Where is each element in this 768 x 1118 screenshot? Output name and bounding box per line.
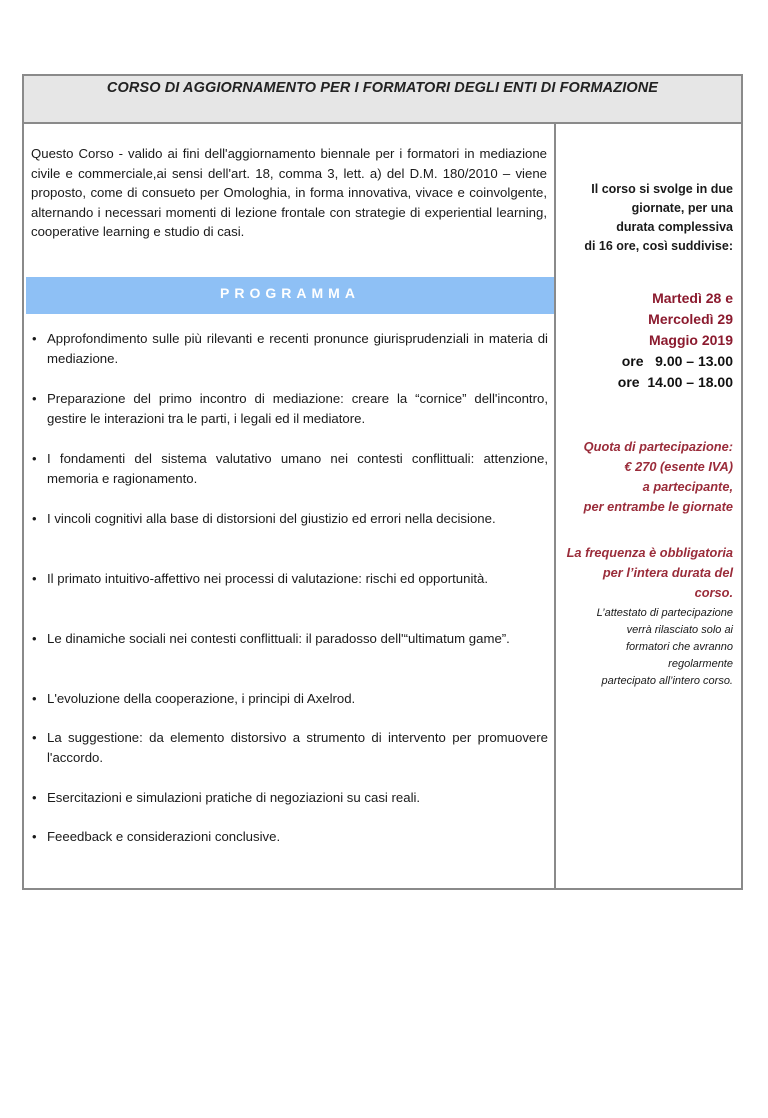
page-title: CORSO DI AGGIORNAMENTO PER I FORMATORI DEGLI ENTI DI FORMAZIONE [106,80,659,96]
list-item-text: Esercitazioni e simulazioni pratiche di negoziazioni su casi reali. [47,790,421,805]
list-item-text: Preparazione del primo incontro di mediazione: creare la “cornice” dell'incontro, gestire le interazioni tra le parti, i legali ed il mediatore. [47,391,548,426]
list-item [30,788,548,808]
fee-line: per entrambe le giornate [583,499,733,514]
list-item [30,728,548,768]
course-info [563,180,733,256]
course-dates [573,288,733,351]
intro-paragraph: Questo Corso - valido ai fini dell'aggiornamento biennale per i formatori in mediazione civile e commerciale,ai sensi dell'art. 18, comma 3, lett. a) del D.M. 180/2010 – viene proposto, come di consueto per Omologhia, in forma innovativa, vivace e coinvolgente, alternando i necessari momenti di lezione frontale con strategie di experiential learning, cooperative learning e studio di casi. [31,146,547,239]
bullet-icon: • [32,331,37,346]
bullet-icon: • [32,571,37,586]
fee-line: a partecipante, [642,479,733,494]
main-column [24,124,556,888]
list-item-text: La suggestione: da elemento distorsivo a strumento di intervento per promuovere l'accordo. [47,730,548,765]
certificate-line: L’attestato di partecipazione [596,607,733,619]
list-item [30,827,548,847]
list-item-text: L'evoluzione della cooperazione, i principi di Axelrod. [47,691,356,706]
date-line: Mercoledì 29 [648,311,733,327]
bullet-icon: • [32,631,37,646]
bullet-icon: • [32,730,37,745]
list-item [30,389,548,429]
bullet-icon: • [32,451,37,466]
certificate-note [568,605,733,690]
attendance-note [555,543,733,603]
certificate-line: regolarmente [668,658,733,670]
list-item-text: I vincoli cognitivi alla base di distorsioni del giustizio ed errori nella decisione. [47,511,496,526]
list-item [30,509,548,549]
info-sidebar [556,124,741,888]
list-item-text: I fondamenti del sistema valutativo umano nei contesti conflittuali: attenzione, memoria e ragionamento. [47,451,548,486]
course-info-line: durata complessiva [616,220,733,234]
course-info-line: giornate, per una [631,201,733,215]
programma-list [30,329,548,866]
date-line: Maggio 2019 [648,332,733,348]
list-item-text: Il primato intuitivo-affettivo nei processi di valutazione: rischi ed opportunità. [47,571,489,586]
certificate-line: formatori che avranno [626,641,733,653]
list-item-text: Feeedback e considerazioni conclusive. [47,829,281,844]
bullet-icon: • [32,691,37,706]
time-line: ore 9.00 – 13.00 [621,353,733,369]
list-item [30,449,548,489]
course-info-line: Il corso si svolge in due [591,182,733,196]
attendance-line: per l’intera durata del [602,565,733,580]
date-line: Martedì 28 e [652,290,733,306]
course-info-line: di 16 ore, così suddivise: [584,239,733,253]
programma-heading: PROGRAMMA [220,285,360,301]
attendance-line: La frequenza è obbligatoria [566,545,733,560]
attendance-line: corso. [694,585,733,600]
time-line: ore 14.00 – 18.00 [617,374,733,390]
fee-line: Quota di partecipazione: [583,439,733,454]
fee-line: € 270 (esente IVA) [624,459,733,474]
title-bar [24,76,741,124]
bullet-icon: • [32,511,37,526]
course-times [563,351,733,393]
list-item [30,689,548,709]
certificate-line: partecipato all’intero corso. [601,675,733,687]
bullet-icon: • [32,391,37,406]
bullet-icon: • [32,829,37,844]
certificate-line: verrà rilasciato solo ai [626,624,733,636]
bullet-icon: • [32,790,37,805]
course-flyer [22,74,743,890]
programma-band [26,277,554,314]
list-item-text: Approfondimento sulle più rilevanti e recenti pronunce giurisprudenziali in materia di mediazione. [47,331,548,366]
list-item-text: Le dinamiche sociali nei contesti conflittuali: il paradosso dell'“ultimatum game”. [47,631,510,646]
list-item [30,329,548,369]
participation-fee [558,437,733,517]
list-item [30,629,548,669]
list-item [30,569,548,609]
